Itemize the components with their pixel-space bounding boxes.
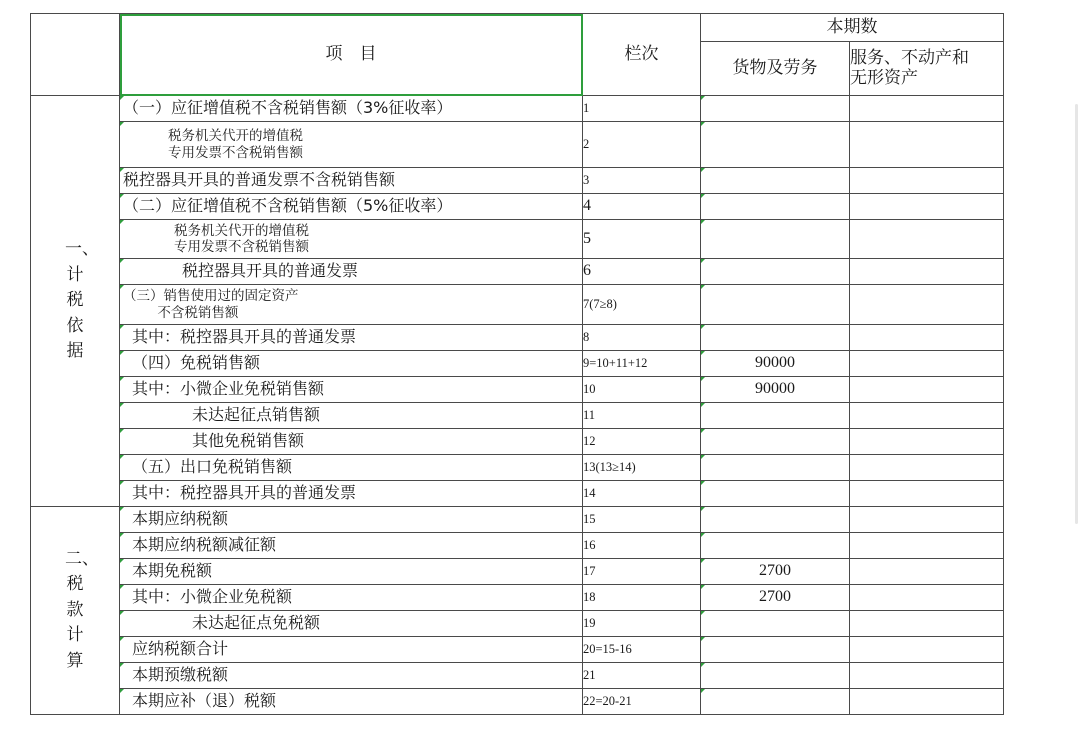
goods-value-cell[interactable] <box>701 168 850 194</box>
cell-marker-icon <box>120 689 124 693</box>
cell-marker-icon <box>701 168 705 172</box>
table-row <box>31 325 1004 351</box>
column-number-cell[interactable] <box>583 122 701 168</box>
item-cell[interactable] <box>120 429 583 455</box>
services-value-cell[interactable] <box>850 429 1004 455</box>
column-number: 17 <box>583 564 596 579</box>
services-value-cell[interactable] <box>850 194 1004 220</box>
cell-marker-icon <box>120 351 124 355</box>
table-row <box>31 351 1004 377</box>
goods-value: 2700 <box>759 588 791 606</box>
item-label: 税控器具开具的普通发票不含税销售额 <box>123 170 396 190</box>
cell-marker-icon <box>120 259 124 263</box>
item-label: （三）销售使用过的固定资产 不含税销售额 <box>123 288 299 321</box>
table-row <box>31 285 1004 325</box>
goods-value-cell[interactable] <box>701 325 850 351</box>
cell-marker-icon <box>701 220 705 224</box>
cell-marker-icon <box>120 429 124 433</box>
item-cell[interactable] <box>120 259 583 285</box>
cell-marker-icon <box>701 611 705 615</box>
services-value-cell[interactable] <box>850 455 1004 481</box>
table-row <box>31 455 1004 481</box>
item-cell[interactable] <box>120 455 583 481</box>
goods-value-cell[interactable] <box>701 585 850 611</box>
cell-marker-icon <box>120 122 124 126</box>
cell-marker-icon <box>701 481 705 485</box>
goods-value: 90000 <box>755 354 795 372</box>
goods-value-cell[interactable] <box>701 507 850 533</box>
item-label: 其他免税销售额 <box>192 431 305 451</box>
table-row <box>31 96 1004 122</box>
column-number-cell[interactable] <box>583 585 701 611</box>
column-number: 19 <box>583 616 596 631</box>
services-value-cell[interactable] <box>850 585 1004 611</box>
services-value-cell[interactable] <box>850 663 1004 689</box>
services-value-cell[interactable] <box>850 481 1004 507</box>
item-label: 本期应纳税额 <box>132 509 229 529</box>
header-column-label: 栏次 <box>624 43 659 64</box>
table-row <box>31 611 1004 637</box>
item-cell[interactable] <box>120 611 583 637</box>
table-row <box>31 637 1004 663</box>
item-label: 本期免税额 <box>132 561 213 581</box>
tax-return-sheet <box>30 13 1004 715</box>
cell-marker-icon <box>120 455 124 459</box>
services-value-cell[interactable] <box>850 122 1004 168</box>
column-number: 20=15-16 <box>583 642 632 657</box>
services-value-cell[interactable] <box>850 611 1004 637</box>
goods-value-cell[interactable] <box>701 351 850 377</box>
item-label: 本期预缴税额 <box>132 665 229 685</box>
services-value-cell[interactable] <box>850 507 1004 533</box>
column-number-cell[interactable] <box>583 96 701 122</box>
column-number: 11 <box>583 408 596 423</box>
table-row <box>31 481 1004 507</box>
item-cell[interactable] <box>120 533 583 559</box>
table-row <box>31 168 1004 194</box>
table-row <box>31 377 1004 403</box>
goods-value-cell[interactable] <box>701 403 850 429</box>
goods-value-cell[interactable] <box>701 637 850 663</box>
column-number: 12 <box>583 434 596 449</box>
table-row <box>31 194 1004 220</box>
cell-marker-icon <box>701 559 705 563</box>
services-value-cell[interactable] <box>850 285 1004 325</box>
item-cell[interactable] <box>120 96 583 122</box>
cell-marker-icon <box>120 533 124 537</box>
table-row <box>31 507 1004 533</box>
column-number-cell[interactable] <box>583 663 701 689</box>
services-value-cell[interactable] <box>850 259 1004 285</box>
item-label: 应纳税额合计 <box>132 639 229 659</box>
item-label: （五）出口免税销售额 <box>132 457 293 477</box>
cell-marker-icon <box>701 689 705 693</box>
services-value-cell[interactable] <box>850 533 1004 559</box>
services-value-cell[interactable] <box>850 559 1004 585</box>
header-corner-cell[interactable] <box>31 14 120 96</box>
table-row <box>31 533 1004 559</box>
goods-value-cell[interactable] <box>701 377 850 403</box>
column-number: 4 <box>583 197 591 215</box>
table-row <box>31 122 1004 168</box>
header-goods-cell[interactable] <box>701 42 850 96</box>
column-number: 9=10+11+12 <box>583 356 648 371</box>
item-cell[interactable] <box>120 377 583 403</box>
item-cell[interactable] <box>120 403 583 429</box>
cell-marker-icon <box>701 403 705 407</box>
services-value-cell[interactable] <box>850 96 1004 122</box>
goods-value-cell[interactable] <box>701 122 850 168</box>
services-value-cell[interactable] <box>850 325 1004 351</box>
item-label: （四）免税销售额 <box>132 353 261 373</box>
cell-marker-icon <box>120 96 124 100</box>
cell-marker-icon <box>120 325 124 329</box>
cell-marker-icon <box>120 194 124 198</box>
goods-value-cell[interactable] <box>701 429 850 455</box>
column-number-cell[interactable] <box>583 455 701 481</box>
item-cell[interactable] <box>120 637 583 663</box>
column-number-cell[interactable] <box>583 168 701 194</box>
item-label: 税务机关代开的增值税 专用发票不含税销售额 <box>168 128 303 161</box>
item-label: 其中：小微企业免税额 <box>132 587 293 607</box>
cell-marker-icon <box>701 507 705 511</box>
column-number: 2 <box>583 137 590 152</box>
column-number-cell[interactable] <box>583 377 701 403</box>
cell-marker-icon <box>701 122 705 126</box>
table-row <box>31 559 1004 585</box>
cell-marker-icon <box>120 220 124 224</box>
column-number-cell[interactable] <box>583 285 701 325</box>
cell-marker-icon <box>120 663 124 667</box>
cell-marker-icon <box>701 194 705 198</box>
header-row-1 <box>31 14 1004 42</box>
item-label: 税控器具开具的普通发票 <box>182 261 359 281</box>
cell-marker-icon <box>701 663 705 667</box>
services-value-cell[interactable] <box>850 168 1004 194</box>
cell-marker-icon <box>701 585 705 589</box>
tax-return-table <box>30 13 1004 715</box>
column-number: 5 <box>583 229 591 247</box>
header-column-cell[interactable] <box>583 14 701 96</box>
cell-marker-icon <box>701 96 705 100</box>
column-number-cell[interactable] <box>583 194 701 220</box>
goods-value-cell[interactable] <box>701 220 850 259</box>
item-cell[interactable] <box>120 689 583 715</box>
goods-value: 90000 <box>755 380 795 398</box>
goods-value-cell[interactable] <box>701 611 850 637</box>
services-value-cell[interactable] <box>850 220 1004 259</box>
section-calc-label: 二、税款计算 <box>65 548 99 671</box>
cell-marker-icon <box>120 559 124 563</box>
item-label: 其中：税控器具开具的普通发票 <box>132 483 357 503</box>
section-basis-label: 一、计税依据 <box>65 239 99 362</box>
goods-value-cell[interactable] <box>701 96 850 122</box>
item-label: 税务机关代开的增值税 专用发票不含税销售额 <box>174 222 309 255</box>
header-services-cell[interactable] <box>850 42 1004 96</box>
cell-marker-icon <box>701 429 705 433</box>
item-cell[interactable] <box>120 559 583 585</box>
item-label: 其中：税控器具开具的普通发票 <box>132 327 357 347</box>
column-number-cell[interactable] <box>583 481 701 507</box>
cell-marker-icon <box>120 403 124 407</box>
section-calc-cell[interactable] <box>31 507 120 715</box>
services-value-cell[interactable] <box>850 637 1004 663</box>
cell-marker-icon <box>120 585 124 589</box>
item-cell[interactable] <box>120 585 583 611</box>
column-number-cell[interactable] <box>583 637 701 663</box>
scrollbar[interactable] <box>1075 104 1078 524</box>
column-number-cell[interactable] <box>583 403 701 429</box>
table-row <box>31 585 1004 611</box>
item-label: （二）应征增值税不含税销售额（5%征收率） <box>123 196 453 216</box>
column-number: 21 <box>583 668 596 683</box>
item-label: 本期应纳税额减征额 <box>132 535 277 555</box>
table-row <box>31 689 1004 715</box>
services-value-cell[interactable] <box>850 403 1004 429</box>
cell-marker-icon <box>120 168 124 172</box>
item-cell[interactable] <box>120 481 583 507</box>
column-number-cell[interactable] <box>583 351 701 377</box>
column-number: 1 <box>583 101 590 116</box>
item-cell[interactable] <box>120 351 583 377</box>
column-number-cell[interactable] <box>583 259 701 285</box>
column-number: 15 <box>583 512 596 527</box>
column-number: 10 <box>583 382 596 397</box>
cell-marker-icon <box>120 377 124 381</box>
goods-value-cell[interactable] <box>701 259 850 285</box>
column-number-cell[interactable] <box>583 611 701 637</box>
header-period-cell[interactable] <box>701 14 1004 42</box>
item-label: 未达起征点免税额 <box>192 613 321 633</box>
goods-value-cell[interactable] <box>701 194 850 220</box>
item-label: 本期应补（退）税额 <box>132 691 277 711</box>
services-value-cell[interactable] <box>850 689 1004 715</box>
column-number: 3 <box>583 173 590 188</box>
cell-marker-icon <box>120 285 124 289</box>
item-label: 其中：小微企业免税销售额 <box>132 379 325 399</box>
cell-marker-icon <box>701 285 705 289</box>
column-number: 14 <box>583 486 596 501</box>
header-goods-label: 货物及劳务 <box>732 57 818 78</box>
column-number-cell[interactable] <box>583 220 701 259</box>
header-period-label: 本期数 <box>826 16 878 37</box>
column-number: 18 <box>583 590 596 605</box>
table-row <box>31 403 1004 429</box>
header-item-cell[interactable] <box>120 14 583 96</box>
column-number-cell[interactable] <box>583 507 701 533</box>
item-cell[interactable] <box>120 285 583 325</box>
item-cell[interactable] <box>120 122 583 168</box>
goods-value-cell[interactable] <box>701 481 850 507</box>
item-cell[interactable] <box>120 220 583 259</box>
goods-value-cell[interactable] <box>701 533 850 559</box>
goods-value: 2700 <box>759 562 791 580</box>
cell-marker-icon <box>701 377 705 381</box>
item-cell[interactable] <box>120 507 583 533</box>
cell-marker-icon <box>120 637 124 641</box>
table-row <box>31 220 1004 259</box>
table-row <box>31 429 1004 455</box>
column-number-cell[interactable] <box>583 429 701 455</box>
column-number: 16 <box>583 538 596 553</box>
cell-marker-icon <box>120 611 124 615</box>
cell-marker-icon <box>120 481 124 485</box>
cell-marker-icon <box>120 507 124 511</box>
column-number: 13(13≥14) <box>583 460 636 475</box>
cell-marker-icon <box>701 259 705 263</box>
column-number-cell[interactable] <box>583 559 701 585</box>
column-number-cell[interactable] <box>583 533 701 559</box>
goods-value-cell[interactable] <box>701 285 850 325</box>
column-number: 6 <box>583 262 591 280</box>
item-label: 未达起征点销售额 <box>192 405 321 425</box>
header-services-label: 服务、不动产和 无形资产 <box>850 47 969 88</box>
table-row <box>31 259 1004 285</box>
header-item-label: 项 目 <box>325 43 377 64</box>
cell-marker-icon <box>701 637 705 641</box>
section-basis-cell[interactable] <box>31 96 120 507</box>
goods-value-cell[interactable] <box>701 559 850 585</box>
column-number: 7(7≥8) <box>583 297 617 312</box>
table-row <box>31 663 1004 689</box>
item-label: （一）应征增值税不含税销售额（3%征收率） <box>123 98 453 118</box>
column-number-cell[interactable] <box>583 689 701 715</box>
goods-value-cell[interactable] <box>701 455 850 481</box>
goods-value-cell[interactable] <box>701 689 850 715</box>
services-value-cell[interactable] <box>850 377 1004 403</box>
goods-value-cell[interactable] <box>701 663 850 689</box>
column-number-cell[interactable] <box>583 325 701 351</box>
services-value-cell[interactable] <box>850 351 1004 377</box>
column-number: 8 <box>583 330 590 345</box>
cell-marker-icon <box>701 325 705 329</box>
item-cell[interactable] <box>120 325 583 351</box>
item-cell[interactable] <box>120 194 583 220</box>
cell-marker-icon <box>701 533 705 537</box>
column-number: 22=20-21 <box>583 694 632 709</box>
cell-marker-icon <box>701 351 705 355</box>
item-cell[interactable] <box>120 663 583 689</box>
cell-marker-icon <box>701 455 705 459</box>
item-cell[interactable] <box>120 168 583 194</box>
